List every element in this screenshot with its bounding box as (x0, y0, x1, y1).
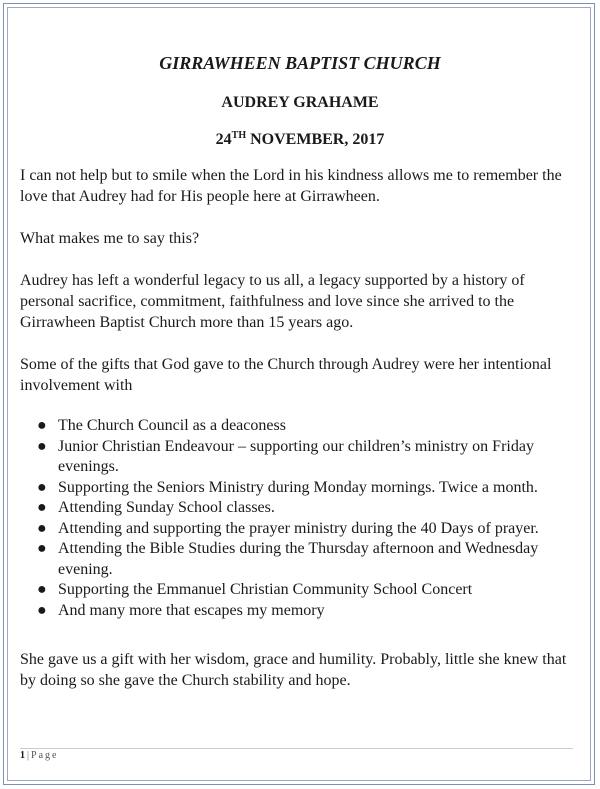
bullet-icon: ● (37, 601, 47, 619)
list-item-text: Attending and supporting the prayer ministry during the 40 Days of prayer. (58, 519, 539, 537)
footer-separator: | (27, 750, 30, 761)
paragraph-gifts-intro: Some of the gifts that God gave to the Church through Audrey were her intentional involvement with (20, 356, 552, 394)
footer-divider (20, 748, 573, 749)
bullet-icon: ● (37, 519, 47, 537)
list-item-text: Attending Sunday School classes. (58, 499, 275, 516)
bullet-icon: ● (37, 417, 47, 434)
paragraph-intro: I can not help but to smile when the Lord in his kindness allows me to remember the love that Audrey had for His people here at Girrawheen. (20, 167, 562, 205)
date-suffix: TH (231, 130, 247, 141)
person-name: AUDREY GRAHAME (221, 94, 379, 111)
list-item-text: Attending the Bible Studies during the Thursday afternoon and Wednesday evening. (58, 540, 539, 578)
paragraph-legacy: Audrey has left a wonderful legacy to us all, a legacy supported by a history of personal sacrifice, commitment, faithfulness and love since she arrived to the Girrawheen Baptist Church more than 15 years ago. (20, 272, 525, 331)
list-item (37, 478, 580, 499)
church-title: GIRRAWHEEN BAPTIST CHURCH (159, 53, 441, 73)
date-month-year: NOVEMBER, 2017 (246, 131, 385, 148)
page-number: 1 (20, 750, 25, 761)
list-item (37, 498, 580, 519)
list-item-text: Supporting the Emmanuel Christian Community School Concert (58, 581, 473, 598)
list-item (37, 437, 580, 478)
document-body (20, 50, 580, 691)
ministry-list (20, 416, 580, 621)
list-item (37, 416, 580, 437)
page-label: Page (31, 750, 59, 761)
list-item-text: The Church Council as a deaconess (58, 417, 286, 434)
list-item (37, 539, 580, 580)
bullet-icon: ● (37, 437, 47, 455)
list-item-text: And many more that escapes my memory (58, 601, 325, 619)
list-item (37, 601, 580, 622)
date-day: 24 (215, 131, 232, 148)
list-item-text: Supporting the Seniors Ministry during Monday mornings. Twice a month. (58, 478, 538, 496)
paragraph-closing: She gave us a gift with her wisdom, grace and humility. Probably, little she knew that by doing so she gave the Church stability and hope. (20, 651, 567, 689)
bullet-icon: ● (37, 540, 47, 557)
list-item (37, 519, 580, 540)
bullet-icon: ● (37, 478, 47, 496)
document-date (20, 130, 580, 150)
page-footer (20, 750, 58, 762)
list-item (37, 580, 580, 601)
bullet-icon: ● (37, 581, 47, 598)
bullet-icon: ● (37, 499, 47, 516)
paragraph-question: What makes me to say this? (20, 230, 200, 247)
list-item-text: Junior Christian Endeavour – supporting our children’s ministry on Friday evenings. (58, 437, 534, 475)
